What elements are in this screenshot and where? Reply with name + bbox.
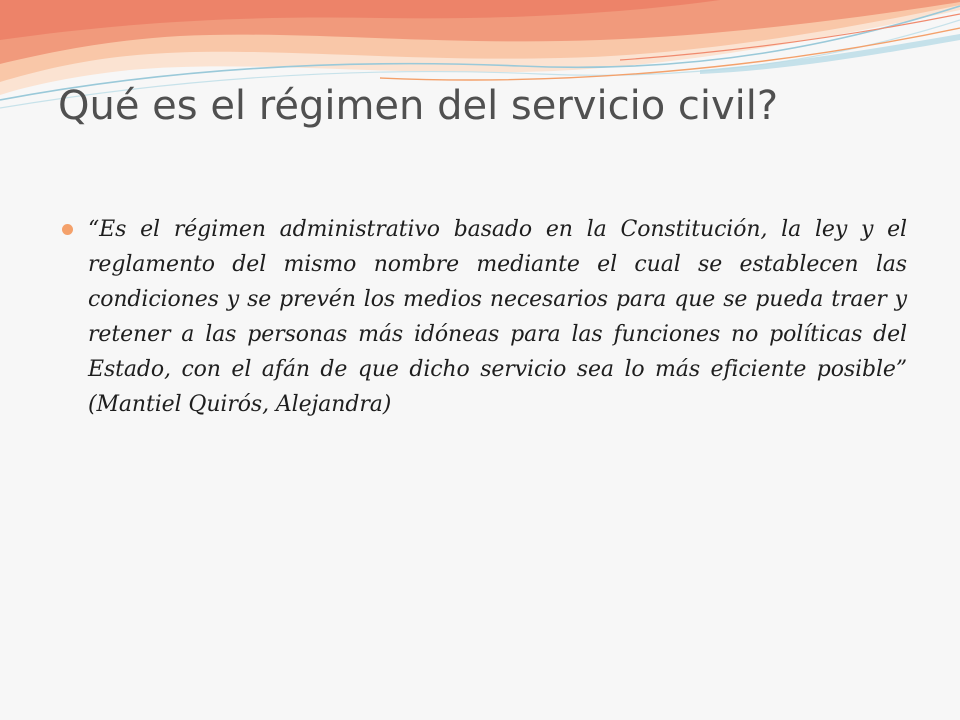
bullet-item — [62, 212, 907, 422]
content-area — [62, 212, 907, 422]
bullet-text: “Es el régimen administrativo basado en la Constitución, la ley y el reglamento del mismo nombre mediante el cual se establecen las condiciones y se prevén los medios necesarios para que se pueda traer y retener a las personas más idóneas para las funciones no políticas del Estado, con el afán de que dicho servicio sea lo más eficiente posible” (Mantiel Quirós, Alejandra) — [88, 217, 907, 417]
bullet-dot-icon — [62, 224, 73, 235]
slide-title: Qué es el régimen del servicio civil? — [58, 83, 779, 129]
